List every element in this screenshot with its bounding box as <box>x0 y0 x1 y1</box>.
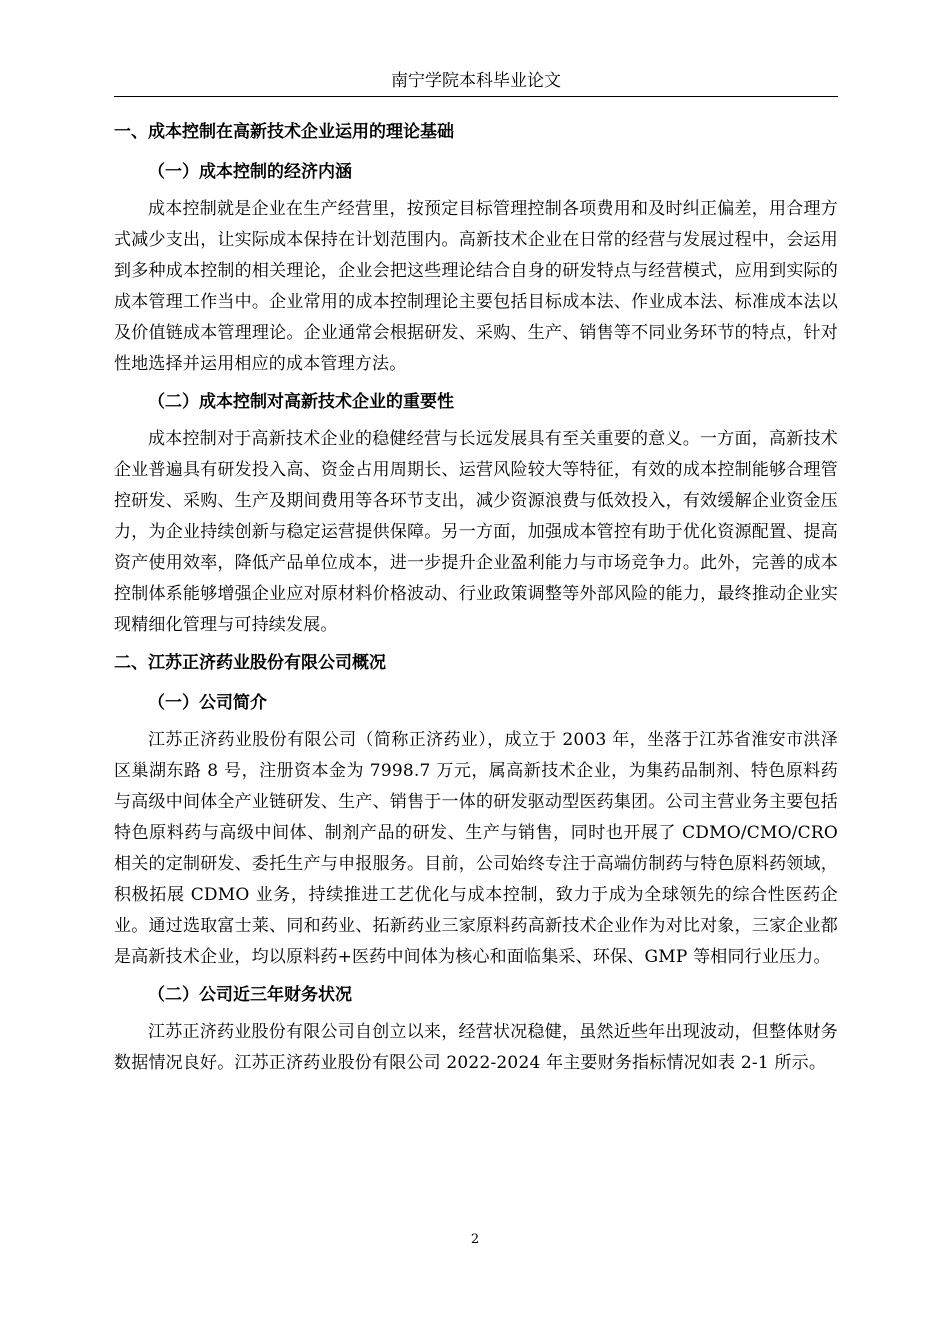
page-body <box>114 114 838 1079</box>
paragraph-1-1: 成本控制就是企业在生产经营里，按预定目标管理控制各项费用和及时纠正偏差，用合理方式减少支出，让实际成本保持在计划范围内。高新技术企业在日常的经营与发展过程中，会运用到多种成本控制的相关理论，企业会把这些理论结合自身的研发特点与经营模式，应用到实际的成本管理工作当中。企业常用的成本控制理论主要包括目标成本法、作业成本法、标准成本法以及价值链成本管理理论。企业通常会根据研发、采购、生产、销售等不同业务环节的特点，针对性地选择并运用相应的成本管理方法。 <box>114 199 838 374</box>
paragraph-2-1: 江苏正济药业股份有限公司（简称正济药业），成立于 2003 年，坐落于江苏省淮安市洪泽区巢湖东路 8 号，注册资本金为 7998.7 万元，属高新技术企业，为集药品制剂、特色原料药与高级中间体全产业链研发、生产、销售于一体的研发驱动型医药集团。公司主营业务主要包括特色原料药与高级中间体、制剂产品的研发、生产与销售，同时也开展了 CDMO/CMO/CRO 相关的定制研发、委托生产与申报服务。目前，公司始终专注于高端仿制药与特色原料药领域，积极拓展 CDMO 业务，持续推进工艺优化与成本控制，致力于成为全球领先的综合性医药企业。通过选取富士莱、同和药业、拓新药业三家原料药高新技术企业作为对比对象，三家企业都是高新技术企业，均以原料药+医药中间体为核心和面临集采、环保、GMP 等相同行业压力。 <box>114 730 838 967</box>
subsection-heading-2-2: （二）公司近三年财务状况 <box>148 985 352 1005</box>
page-number: 2 <box>470 1232 480 1247</box>
paragraph-1-2: 成本控制对于高新技术企业的稳健经营与长远发展具有至关重要的意义。一方面，高新技术企业普遍具有研发投入高、资金占用周期长、运营风险较大等特征，有效的成本控制能够合理管控研发、采购、生产及期间费用等各环节支出，减少资源浪费与低效投入，有效缓解企业资金压力，为企业持续创新与稳定运营提供保障。另一方面，加强成本管控有助于优化资源配置、提高资产使用效率，降低产品单位成本，进一步提升企业盈利能力与市场竞争力。此外，完善的成本控制体系能够增强企业应对原材料价格波动、行业政策调整等外部风险的能力，最终推动企业实现精细化管理与可持续发展。 <box>114 429 838 635</box>
header-rule <box>114 96 838 97</box>
subsection-heading-1-2: （二）成本控制对高新技术企业的重要性 <box>148 392 454 412</box>
section-heading-2: 二、江苏正济药业股份有限公司概况 <box>114 653 386 673</box>
paragraph-2-2: 江苏正济药业股份有限公司自创立以来，经营状况稳健，虽然近些年出现波动，但整体财务数据情况良好。江苏正济药业股份有限公司 2022-2024 年主要财务指标情况如表 2-1 所示。 <box>114 1022 838 1073</box>
subsection-heading-1-1: （一）成本控制的经济内涵 <box>148 162 352 182</box>
subsection-heading-2-1: （一）公司简介 <box>148 693 267 713</box>
section-heading-1: 一、成本控制在高新技术企业运用的理论基础 <box>114 122 454 142</box>
running-header: 南宁学院本科毕业论文 <box>391 71 561 91</box>
